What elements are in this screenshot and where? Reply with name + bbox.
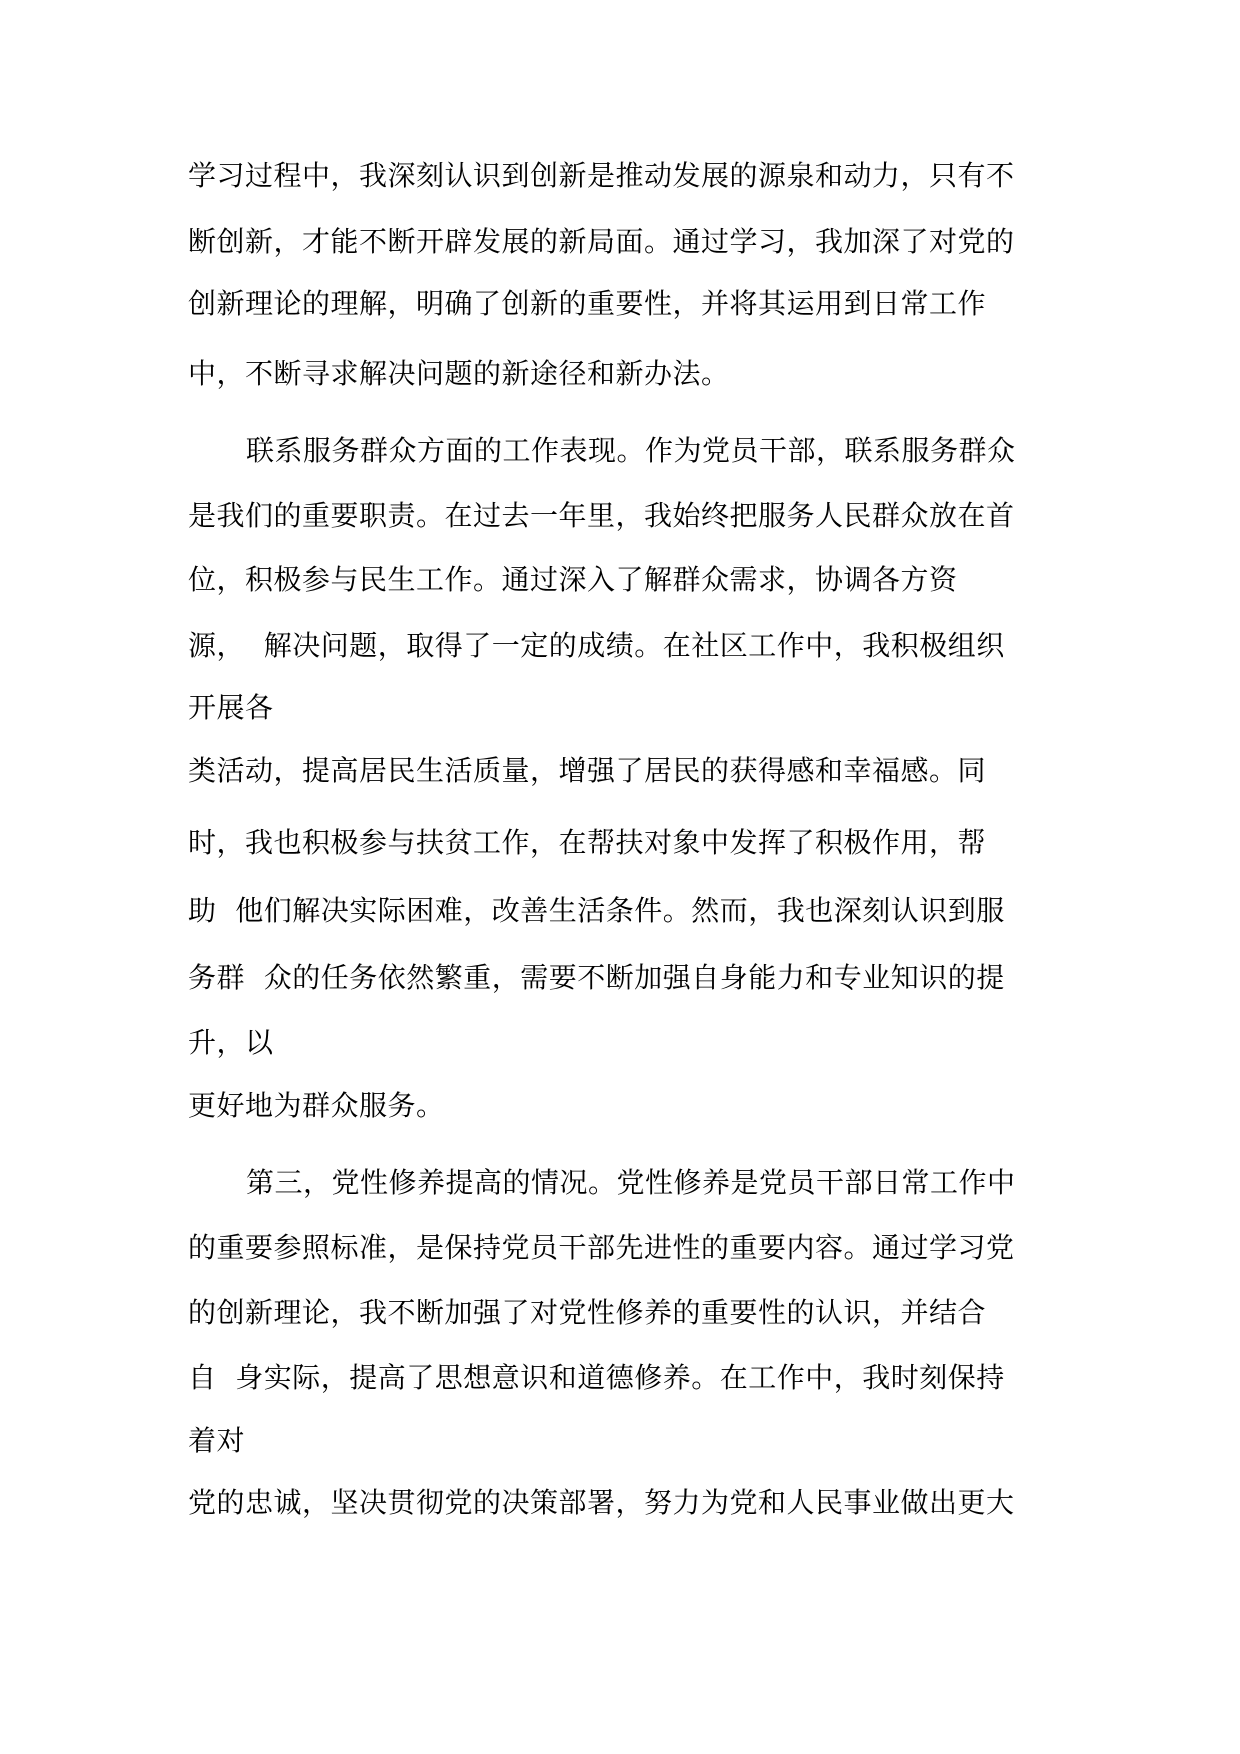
text-line: 学习过程中，我深刻认识到创新是推动发展的源泉和动力，只有不 [188,159,1015,192]
text-line: 升，以 [188,1026,274,1059]
paragraph-start-line: 第三，党性修养提高的情况。党性修养是党员干部日常工作中 [246,1166,1016,1199]
text-line: 务群 众的任务依然繁重，需要不断加强自身能力和专业知识的提 [188,961,1005,994]
text-line: 位，积极参与民生工作。通过深入了解群众需求，协调各方资 [188,563,958,596]
text-line: 着对 [188,1424,246,1457]
text-line: 的重要参照标准，是保持党员干部先进性的重要内容。通过学习党 [188,1231,1015,1264]
text-line: 开展各 [188,691,274,724]
text-line: 助 他们解决实际困难，改善生活条件。然而，我也深刻认识到服 [188,894,1005,927]
text-line: 的创新理论，我不断加强了对党性修养的重要性的认识，并结合 [188,1296,987,1329]
text-line: 源， 解决问题，取得了一定的成绩。在社区工作中，我积极组织 [188,629,1005,662]
paragraph-start-line: 联系服务群众方面的工作表现。作为党员干部，联系服务群众 [246,434,1016,467]
text-line: 是我们的重要职责。在过去一年里，我始终把服务人民群众放在首 [188,499,1015,532]
text-line: 断创新，才能不断开辟发展的新局面。通过学习，我加深了对党的 [188,225,1015,258]
text-line: 更好地为群众服务。 [188,1089,445,1122]
text-line: 创新理论的理解，明确了创新的重要性，并将其运用到日常工作 [188,287,987,320]
text-line: 类活动，提高居民生活质量，增强了居民的获得感和幸福感。同 [188,754,987,787]
text-line: 中，不断寻求解决问题的新途径和新办法。 [188,357,730,390]
text-line: 自 身实际，提高了思想意识和道德修养。在工作中，我时刻保持 [188,1361,1005,1394]
text-line: 时，我也积极参与扶贫工作，在帮扶对象中发挥了积极作用，帮 [188,826,987,859]
text-line: 党的忠诚，坚决贯彻党的决策部署，努力为党和人民事业做出更大 [188,1486,1015,1519]
